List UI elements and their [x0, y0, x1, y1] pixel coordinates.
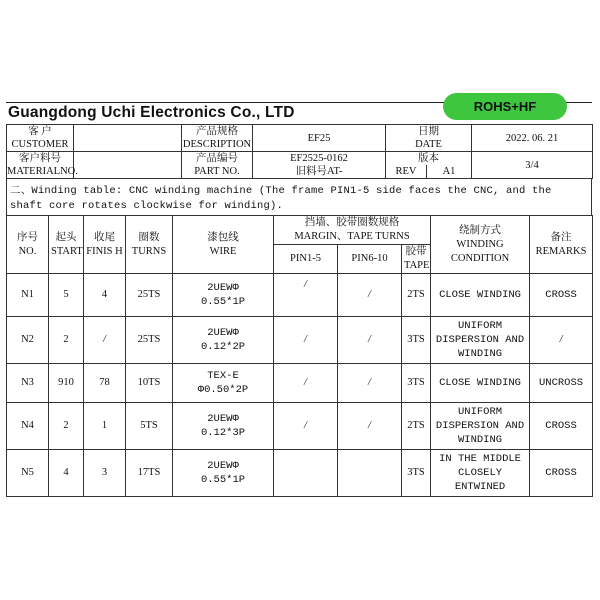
- cell-tape: 2TS: [402, 274, 431, 317]
- cell-condition: CLOSE WINDING: [431, 364, 530, 403]
- col-tape-header: 胶带 TAPE: [402, 245, 431, 274]
- date-label-en: DATE: [386, 138, 472, 152]
- description-value: EF25: [253, 125, 386, 152]
- cell-no: N1: [7, 274, 49, 317]
- partno-value: EF2525-0162: [253, 152, 386, 166]
- rev-label-en: REV: [386, 165, 427, 179]
- col-no-header: 序号 NO.: [7, 216, 49, 274]
- cell-condition: IN THE MIDDLE CLOSELY ENTWINED: [431, 450, 530, 497]
- cell-pin610: /: [338, 364, 402, 403]
- page-value: 3/4: [472, 152, 593, 179]
- cell-tape: 3TS: [402, 450, 431, 497]
- rev-label-cn: 版本: [386, 152, 472, 166]
- col-turns-header: 圈数 TURNS: [126, 216, 173, 274]
- col-remarks-header: 备注 REMARKS: [530, 216, 593, 274]
- cell-pin15: /: [274, 403, 338, 450]
- date-value: 2022. 06. 21: [472, 125, 593, 152]
- cell-no: N2: [7, 317, 49, 364]
- cell-turns: 5TS: [126, 403, 173, 450]
- table-row: [7, 317, 593, 364]
- cell-finish: 78: [84, 364, 126, 403]
- col-condition-header: 绕制方式 WINDING CONDITION: [431, 216, 530, 274]
- partno-label-cn: 产品编号: [182, 152, 253, 166]
- cell-turns: 25TS: [126, 317, 173, 364]
- cell-pin15: /: [274, 317, 338, 364]
- cell-pin15: /: [274, 364, 338, 403]
- customer-value: [74, 125, 182, 152]
- col-margin-header: 挡墙、胶带圈数规格 MARGIN、TAPE TURNS: [274, 216, 431, 245]
- cell-remarks: CROSS: [530, 450, 593, 497]
- cell-tape: 3TS: [402, 317, 431, 364]
- material-label-cn: 客户料号: [7, 152, 74, 166]
- col-pin15-header: PIN1-5: [274, 245, 338, 274]
- cell-pin15: /: [274, 274, 338, 317]
- cell-wire: 2UEWΦ 0.12*2P: [173, 317, 274, 364]
- customer-label-cn: 客 户: [7, 125, 74, 139]
- description-label-en: DESCRIPTION: [182, 139, 252, 150]
- cell-remarks: /: [530, 317, 593, 364]
- table-row: [7, 403, 593, 450]
- col-wire-header: 漆包线 WIRE: [173, 216, 274, 274]
- cell-turns: 10TS: [126, 364, 173, 403]
- cell-start: 2: [49, 403, 84, 450]
- cell-pin610: /: [338, 317, 402, 364]
- winding-note: 二、Winding table: CNC winding machine (The frame PIN1-5 side faces the CNC, and the shaft core rotates clockwise for winding).: [6, 179, 592, 215]
- cell-turns: 25TS: [126, 274, 173, 317]
- date-label-cn: 日期: [386, 125, 472, 139]
- cell-no: N4: [7, 403, 49, 450]
- customer-label-en: CUSTOMER: [7, 138, 74, 152]
- old-partno: 旧料号AT-: [253, 165, 386, 179]
- col-pin610-header: PIN6-10: [338, 245, 402, 274]
- document-header-table: [6, 124, 593, 179]
- cell-turns: 17TS: [126, 450, 173, 497]
- cell-wire: 2UEWΦ 0.55*1P: [173, 274, 274, 317]
- cell-wire: TEX-E Φ0.50*2P: [173, 364, 274, 403]
- cell-pin610: [338, 450, 402, 497]
- table-header-row: [7, 216, 593, 245]
- material-value: [74, 152, 182, 179]
- cell-finish: 1: [84, 403, 126, 450]
- cell-finish: 3: [84, 450, 126, 497]
- cell-pin610: /: [338, 403, 402, 450]
- table-row: [7, 450, 593, 497]
- winding-spec-sheet: [6, 99, 592, 497]
- col-start-header: 起头 START: [49, 216, 84, 274]
- cell-start: 910: [49, 364, 84, 403]
- material-label-en: MATERIALNO.: [7, 166, 78, 177]
- cell-pin610: /: [338, 274, 402, 317]
- cell-finish: 4: [84, 274, 126, 317]
- table-row: [7, 274, 593, 317]
- cell-condition: CLOSE WINDING: [431, 274, 530, 317]
- cell-wire: 2UEWΦ 0.12*3P: [173, 403, 274, 450]
- cell-pin15: [274, 450, 338, 497]
- rohs-hf-badge: ROHS+HF: [443, 93, 567, 120]
- cell-no: N3: [7, 364, 49, 403]
- winding-table: [6, 215, 593, 497]
- cell-start: 5: [49, 274, 84, 317]
- company-name: Guangdong Uchi Electronics Co., LTD: [8, 104, 295, 121]
- col-finish-header: 收尾 FINIS H: [84, 216, 126, 274]
- partno-label-en: PART NO.: [182, 165, 253, 179]
- company-header: [6, 99, 592, 124]
- description-label-cn: 产品规格: [182, 125, 253, 139]
- cell-wire: 2UEWΦ 0.55*1P: [173, 450, 274, 497]
- cell-finish: /: [84, 317, 126, 364]
- cell-no: N5: [7, 450, 49, 497]
- cell-start: 2: [49, 317, 84, 364]
- cell-start: 4: [49, 450, 84, 497]
- cell-tape: 3TS: [402, 364, 431, 403]
- cell-tape: 2TS: [402, 403, 431, 450]
- cell-remarks: CROSS: [530, 274, 593, 317]
- cell-remarks: UNCROSS: [530, 364, 593, 403]
- cell-condition: UNIFORM DISPERSION AND WINDING: [431, 317, 530, 364]
- table-row: [7, 364, 593, 403]
- cell-remarks: CROSS: [530, 403, 593, 450]
- cell-condition: UNIFORM DISPERSION AND WINDING: [431, 403, 530, 450]
- rev-value: A1: [427, 165, 472, 179]
